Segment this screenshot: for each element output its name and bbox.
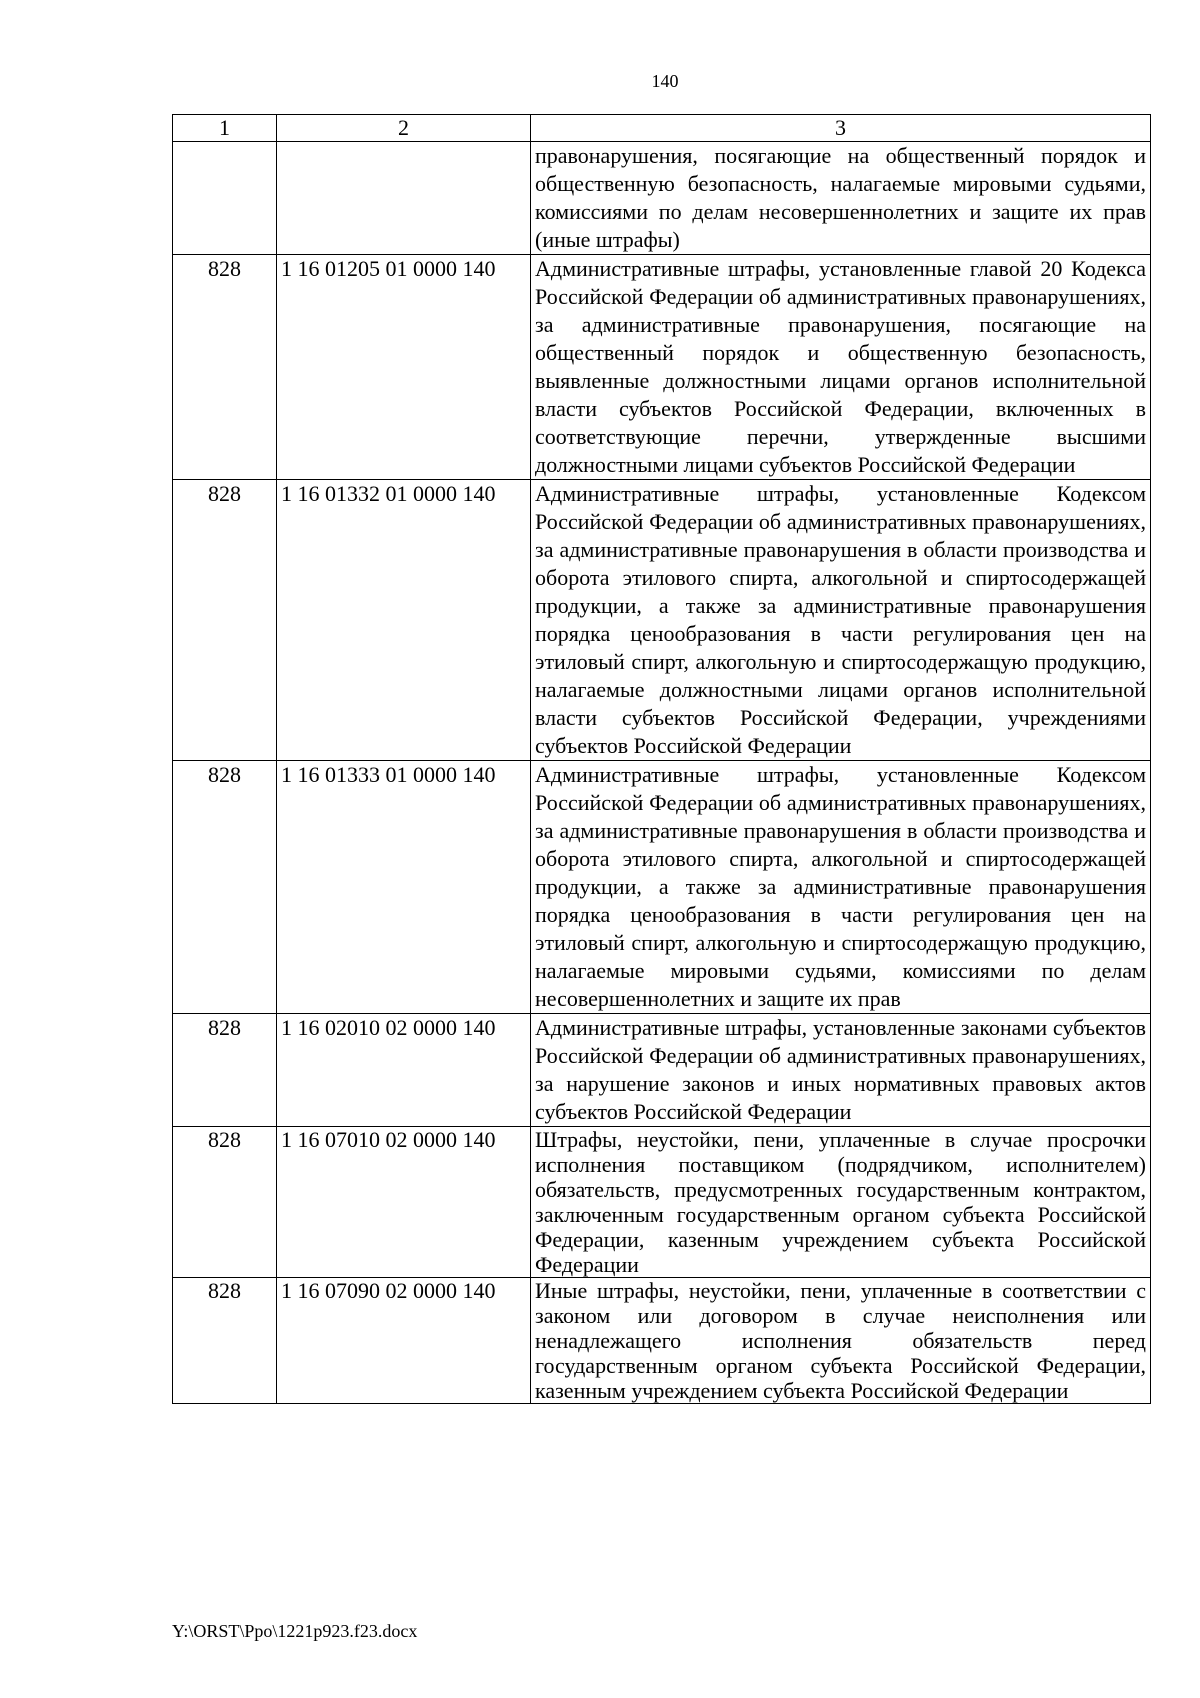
table-row	[173, 761, 1151, 1014]
classification-code-cell: 1 16 01205 01 0000 140	[277, 255, 531, 480]
revenue-codes-table	[172, 114, 1151, 1404]
table-row	[173, 255, 1151, 480]
description-cell: правонарушения, посягающие на общественный порядок и общественную безопасность, налагаемые мировыми судьями, комиссиями по делам несовершеннолетних и защите их прав (иные штрафы)	[531, 142, 1151, 255]
admin-code-cell	[173, 142, 277, 255]
classification-code-cell: 1 16 02010 02 0000 140	[277, 1014, 531, 1127]
table-header-row	[173, 115, 1151, 142]
classification-code-cell: 1 16 07010 02 0000 140	[277, 1127, 531, 1278]
description-cell: Административные штрафы, установленные Кодексом Российской Федерации об административных правонарушениях, за административные правонарушения в области производства и оборота этилового спирта, алкогольной и спиртосодержащей продукции, а также за административные правонарушения порядка ценообразования в части регулирования цен на этиловый спирт, алкогольную и спиртосодержащую продукцию, налагаемые мировыми судьями, комиссиями по делам несовершеннолетних и защите их прав	[531, 761, 1151, 1014]
classification-code-cell	[277, 142, 531, 255]
description-cell: Административные штрафы, установленные Кодексом Российской Федерации об административных правонарушениях, за административные правонарушения в области производства и оборота этилового спирта, алкогольной и спиртосодержащей продукции, а также за административные правонарушения порядка ценообразования в части регулирования цен на этиловый спирт, алкогольную и спиртосодержащую продукцию, налагаемые должностными лицами органов исполнительной власти субъектов Российской Федерации, учреждениями субъектов Российской Федерации	[531, 480, 1151, 761]
admin-code-cell: 828	[173, 1014, 277, 1127]
description-cell: Иные штрафы, неустойки, пени, уплаченные в соответствии с законом или договором в случае неисполнения или ненадлежащего исполнения обязательств перед государственным органом субъекта Российской Федерации, казенным учреждением субъекта Российской Федерации	[531, 1278, 1151, 1404]
table-row	[173, 142, 1151, 255]
classification-code-cell: 1 16 01332 01 0000 140	[277, 480, 531, 761]
admin-code-cell: 828	[173, 255, 277, 480]
column-header-1: 1	[173, 115, 277, 142]
admin-code-cell: 828	[173, 480, 277, 761]
description-cell: Административные штрафы, установленные главой 20 Кодекса Российской Федерации об административных правонарушениях, за административные правонарушения, посягающие на общественный порядок и общественную безопасность, выявленные должностными лицами органов исполнительной власти субъектов Российской Федерации, включенных в соответствующие перечни, утвержденные высшими должностными лицами субъектов Российской Федерации	[531, 255, 1151, 480]
description-cell: Штрафы, неустойки, пени, уплаченные в случае просрочки исполнения поставщиком (подрядчиком, исполнителем) обязательств, предусмотренных государственным контрактом, заключенным государственным органом субъекта Российской Федерации, казенным учреждением субъекта Российской Федерации	[531, 1127, 1151, 1278]
table-row	[173, 1127, 1151, 1278]
table-row	[173, 480, 1151, 761]
admin-code-cell: 828	[173, 761, 277, 1014]
description-cell: Административные штрафы, установленные законами субъектов Российской Федерации об административных правонарушениях, за нарушение законов и иных нормативных правовых актов субъектов Российской Федерации	[531, 1014, 1151, 1127]
page-number: 140	[651, 71, 679, 91]
file-path-footer: Y:\ORST\Ppo\1221p923.f23.docx	[172, 1621, 418, 1641]
column-header-2: 2	[277, 115, 531, 142]
table-row	[173, 1278, 1151, 1404]
column-header-3: 3	[531, 115, 1151, 142]
admin-code-cell: 828	[173, 1278, 277, 1404]
admin-code-cell: 828	[173, 1127, 277, 1278]
table-row	[173, 1014, 1151, 1127]
classification-code-cell: 1 16 01333 01 0000 140	[277, 761, 531, 1014]
classification-code-cell: 1 16 07090 02 0000 140	[277, 1278, 531, 1404]
